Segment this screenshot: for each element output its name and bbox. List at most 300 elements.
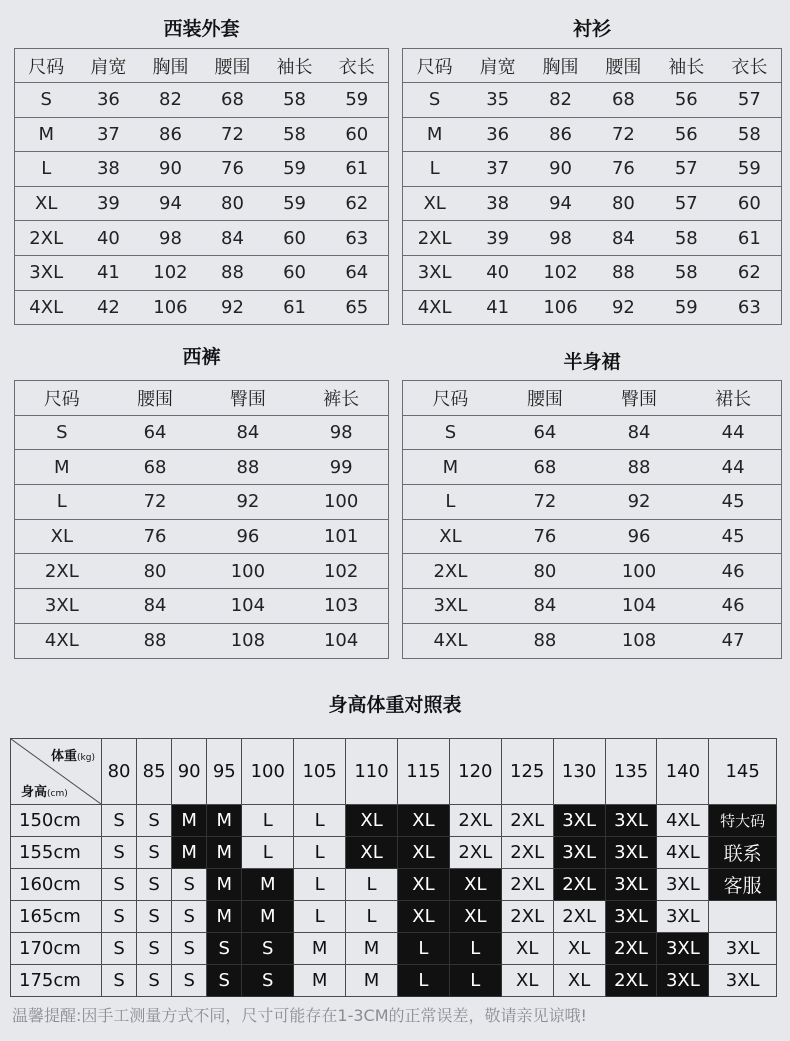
recommended-size-cell: XL <box>397 869 449 901</box>
recommended-size-cell: S <box>242 965 294 997</box>
measurement-cell: 46 <box>686 554 780 589</box>
pants-size-table <box>14 380 389 659</box>
shirt-size-table <box>402 48 782 325</box>
jacket-title: 西装外套 <box>163 18 240 40</box>
measurement-cell: 84 <box>201 415 294 450</box>
measurement-cell: 61 <box>326 152 389 187</box>
recommended-size-cell: M <box>346 965 398 997</box>
shirt-title: 衬衫 <box>572 18 611 40</box>
recommended-size-cell: 3XL <box>605 805 657 837</box>
weight-header: 100 <box>242 739 294 805</box>
measurement-cell: 59 <box>718 152 782 187</box>
size-cell: M <box>403 117 467 152</box>
recommended-size-cell: L <box>294 805 346 837</box>
recommended-size-cell: XL <box>449 901 501 933</box>
table-row <box>15 186 389 221</box>
measurement-cell: 72 <box>498 485 592 520</box>
measurement-cell: 58 <box>264 117 326 152</box>
measurement-cell: 46 <box>686 589 780 624</box>
size-cell: L <box>403 152 467 187</box>
jacket-size-table <box>14 48 389 325</box>
measurement-cell: 68 <box>201 83 263 118</box>
column-header: 袖长 <box>276 56 313 78</box>
header-row <box>403 49 782 83</box>
measurement-cell: 44 <box>686 450 780 485</box>
size-cell: 2XL <box>403 554 498 589</box>
measurement-cell: 59 <box>264 152 326 187</box>
measurement-cell: 59 <box>264 186 326 221</box>
table-row <box>403 415 782 450</box>
measurement-cell: 86 <box>529 117 592 152</box>
measurement-cell <box>780 415 781 450</box>
table-row <box>15 83 389 118</box>
table-row <box>15 623 389 658</box>
measurement-cell: 45 <box>686 485 780 520</box>
recommended-size-cell: 2XL <box>501 805 553 837</box>
column-header: 腰围 <box>214 56 251 78</box>
measurement-cell: 82 <box>529 83 592 118</box>
size-cell: L <box>15 152 78 187</box>
weight-header: 85 <box>137 739 172 805</box>
recommended-size-cell: 联系 <box>709 837 777 869</box>
height-row <box>11 901 777 933</box>
measurement-cell: 108 <box>592 623 686 658</box>
measurement-cell: 84 <box>592 415 686 450</box>
column-header <box>780 381 781 416</box>
table-row <box>403 519 782 554</box>
measurement-cell <box>780 519 781 554</box>
table-row <box>15 485 389 520</box>
recommended-size-cell: XL <box>501 933 553 965</box>
recommended-size-cell: S <box>137 805 172 837</box>
measurement-cell: 56 <box>655 83 718 118</box>
measurement-cell: 72 <box>201 117 263 152</box>
measurement-cell: 88 <box>201 450 294 485</box>
recommended-size-cell: S <box>102 901 137 933</box>
column-header: 臀围 <box>229 388 266 410</box>
measurement-cell: 36 <box>77 83 139 118</box>
size-cell: 4XL <box>403 290 467 325</box>
recommended-size-cell: S <box>102 933 137 965</box>
column-header: 衣长 <box>338 56 375 78</box>
recommended-size-cell: XL <box>501 965 553 997</box>
recommended-size-cell: S <box>207 933 242 965</box>
measurement-cell: 84 <box>498 589 592 624</box>
size-cell: M <box>15 450 109 485</box>
measurement-cell: 64 <box>326 255 389 290</box>
measurement-cell: 88 <box>592 255 655 290</box>
table-row <box>403 554 782 589</box>
measurement-cell: 63 <box>326 221 389 256</box>
measurement-cell: 56 <box>655 117 718 152</box>
column-header: 肩宽 <box>90 56 127 78</box>
column-header: 尺码 <box>43 388 80 410</box>
measurement-cell: 60 <box>718 186 782 221</box>
measurement-cell: 84 <box>109 589 202 624</box>
measurement-cell: 57 <box>655 152 718 187</box>
footer-note: 温馨提醒:因手工测量方式不同，尺寸可能存在1-3CM的正常误差，敬请亲见谅哦! <box>12 1006 587 1025</box>
measurement-cell: 76 <box>201 152 263 187</box>
measurement-cell: 100 <box>592 554 686 589</box>
column-header: 尺码 <box>416 56 453 78</box>
measurement-cell: 108 <box>201 623 294 658</box>
recommended-size-cell: S <box>102 837 137 869</box>
size-cell: 3XL <box>403 589 498 624</box>
recommended-size-cell: M <box>207 837 242 869</box>
skirt-title: 半身裙 <box>563 351 621 373</box>
recommended-size-cell: M <box>346 933 398 965</box>
measurement-cell: 64 <box>109 415 202 450</box>
recommended-size-cell <box>709 901 777 933</box>
recommended-size-cell: XL <box>449 869 501 901</box>
column-header: 臀围 <box>621 388 658 410</box>
size-cell: 3XL <box>403 255 467 290</box>
measurement-cell: 36 <box>466 117 529 152</box>
measurement-cell: 104 <box>592 589 686 624</box>
weight-header: 130 <box>553 739 605 805</box>
measurement-cell: 72 <box>109 485 202 520</box>
recommended-size-cell: XL <box>553 933 605 965</box>
size-cell: S <box>15 83 78 118</box>
recommended-size-cell: L <box>294 869 346 901</box>
recommended-size-cell: 4XL <box>657 837 709 869</box>
recommended-size-cell: 3XL <box>605 837 657 869</box>
measurement-cell: 38 <box>466 186 529 221</box>
measurement-cell <box>780 485 781 520</box>
recommended-size-cell: S <box>172 901 207 933</box>
measurement-cell: 65 <box>326 290 389 325</box>
measurement-cell: 38 <box>77 152 139 187</box>
column-header: 胸围 <box>542 56 579 78</box>
weight-header: 95 <box>207 739 242 805</box>
measurement-cell: 41 <box>77 255 139 290</box>
size-cell: XL <box>15 519 109 554</box>
height-weight-table <box>10 738 777 997</box>
table-row <box>403 255 782 290</box>
measurement-cell: 92 <box>201 485 294 520</box>
height-row <box>11 965 777 997</box>
measurement-cell: 100 <box>294 485 388 520</box>
recommended-size-cell: 3XL <box>553 837 605 869</box>
recommended-size-cell: 3XL <box>605 869 657 901</box>
measurement-cell: 76 <box>109 519 202 554</box>
measurement-cell: 92 <box>592 290 655 325</box>
measurement-cell: 62 <box>326 186 389 221</box>
column-header: 衣长 <box>731 56 768 78</box>
measurement-cell: 58 <box>718 117 782 152</box>
measurement-cell: 68 <box>592 83 655 118</box>
measurement-cell: 39 <box>77 186 139 221</box>
recommended-size-cell: L <box>449 933 501 965</box>
column-header: 肩宽 <box>479 56 516 78</box>
size-cell: 3XL <box>15 255 78 290</box>
column-header: 胸围 <box>152 56 189 78</box>
weight-header: 145 <box>709 739 777 805</box>
recommended-size-cell: L <box>242 837 294 869</box>
table-row <box>403 152 782 187</box>
recommended-size-cell: S <box>137 901 172 933</box>
recommended-size-cell: S <box>137 837 172 869</box>
height-label: 160cm <box>11 869 102 901</box>
measurement-cell: 60 <box>264 221 326 256</box>
table-row <box>15 519 389 554</box>
weight-header: 120 <box>449 739 501 805</box>
height-row <box>11 869 777 901</box>
recommended-size-cell: 2XL <box>553 869 605 901</box>
size-cell: 2XL <box>403 221 467 256</box>
corner-height-label: 身高(cm) <box>21 785 68 800</box>
table-row <box>403 83 782 118</box>
measurement-cell: 102 <box>139 255 201 290</box>
height-label: 165cm <box>11 901 102 933</box>
height-weight-title: 身高体重对照表 <box>328 694 462 716</box>
recommended-size-cell: XL <box>397 805 449 837</box>
recommended-size-cell: S <box>172 965 207 997</box>
size-cell: M <box>403 450 498 485</box>
recommended-size-cell: 客服 <box>709 869 777 901</box>
recommended-size-cell: 3XL <box>709 965 777 997</box>
measurement-cell: 94 <box>529 186 592 221</box>
measurement-cell: 103 <box>294 589 388 624</box>
weight-header: 140 <box>657 739 709 805</box>
table-row <box>15 152 389 187</box>
measurement-cell: 88 <box>498 623 592 658</box>
size-cell: XL <box>403 519 498 554</box>
measurement-cell: 82 <box>139 83 201 118</box>
recommended-size-cell: 2XL <box>449 837 501 869</box>
size-cell: M <box>15 117 78 152</box>
height-row <box>11 933 777 965</box>
size-cell: 4XL <box>403 623 498 658</box>
recommended-size-cell: M <box>207 805 242 837</box>
measurement-cell: 92 <box>592 485 686 520</box>
size-cell: S <box>403 415 498 450</box>
measurement-cell: 59 <box>655 290 718 325</box>
table-row <box>403 589 782 624</box>
height-label: 175cm <box>11 965 102 997</box>
size-cell: XL <box>403 186 467 221</box>
header-row <box>15 49 389 83</box>
measurement-cell: 58 <box>264 83 326 118</box>
measurement-cell: 64 <box>498 415 592 450</box>
measurement-cell: 60 <box>264 255 326 290</box>
header-row <box>15 381 389 416</box>
table-row <box>15 221 389 256</box>
size-cell: 2XL <box>15 554 109 589</box>
table-row <box>15 117 389 152</box>
measurement-cell: 72 <box>592 117 655 152</box>
recommended-size-cell: XL <box>397 901 449 933</box>
measurement-cell <box>780 450 781 485</box>
measurement-cell: 98 <box>294 415 388 450</box>
table-row <box>15 290 389 325</box>
measurement-cell: 59 <box>326 83 389 118</box>
measurement-cell: 80 <box>498 554 592 589</box>
measurement-cell: 35 <box>466 83 529 118</box>
recommended-size-cell: 4XL <box>657 805 709 837</box>
measurement-cell: 88 <box>592 450 686 485</box>
size-cell: 2XL <box>15 221 78 256</box>
recommended-size-cell: XL <box>553 965 605 997</box>
table-row <box>403 221 782 256</box>
column-header: 尺码 <box>28 56 65 78</box>
size-cell: L <box>15 485 109 520</box>
recommended-size-cell: 特大码 <box>709 805 777 837</box>
table-row <box>403 290 782 325</box>
measurement-cell: 61 <box>264 290 326 325</box>
weight-header: 115 <box>397 739 449 805</box>
table-row <box>403 450 782 485</box>
column-header: 裤长 <box>323 388 360 410</box>
column-header: 袖长 <box>668 56 705 78</box>
recommended-size-cell: M <box>294 933 346 965</box>
recommended-size-cell: 2XL <box>501 869 553 901</box>
recommended-size-cell: 2XL <box>605 965 657 997</box>
table-row <box>403 117 782 152</box>
measurement-cell: 58 <box>655 255 718 290</box>
measurement-cell: 101 <box>294 519 388 554</box>
recommended-size-cell: S <box>137 933 172 965</box>
recommended-size-cell: L <box>346 869 398 901</box>
weight-header: 80 <box>102 739 137 805</box>
measurement-cell: 60 <box>326 117 389 152</box>
size-cell: L <box>403 485 498 520</box>
measurement-cell: 102 <box>294 554 388 589</box>
recommended-size-cell: 3XL <box>657 965 709 997</box>
table-row <box>15 255 389 290</box>
recommended-size-cell: M <box>172 837 207 869</box>
recommended-size-cell: 3XL <box>709 933 777 965</box>
measurement-cell: 47 <box>686 623 780 658</box>
recommended-size-cell: 3XL <box>657 901 709 933</box>
measurement-cell: 44 <box>686 415 780 450</box>
measurement-cell <box>780 554 781 589</box>
corner-cell <box>11 739 102 805</box>
measurement-cell: 88 <box>109 623 202 658</box>
measurement-cell: 96 <box>201 519 294 554</box>
recommended-size-cell: L <box>294 837 346 869</box>
recommended-size-cell: L <box>346 901 398 933</box>
measurement-cell: 62 <box>718 255 782 290</box>
measurement-cell: 40 <box>466 255 529 290</box>
table-row <box>15 589 389 624</box>
measurement-cell: 68 <box>109 450 202 485</box>
recommended-size-cell: S <box>172 933 207 965</box>
measurement-cell: 84 <box>201 221 263 256</box>
table-row <box>403 485 782 520</box>
height-label: 170cm <box>11 933 102 965</box>
measurement-cell: 86 <box>139 117 201 152</box>
recommended-size-cell: S <box>102 805 137 837</box>
recommended-size-cell: 2XL <box>449 805 501 837</box>
table-row <box>15 554 389 589</box>
recommended-size-cell: 2XL <box>501 901 553 933</box>
size-cell: S <box>15 415 109 450</box>
measurement-cell: 57 <box>718 83 782 118</box>
weight-header: 105 <box>294 739 346 805</box>
measurement-cell: 80 <box>201 186 263 221</box>
recommended-size-cell: L <box>397 965 449 997</box>
recommended-size-cell: M <box>172 805 207 837</box>
size-cell: 4XL <box>15 290 78 325</box>
measurement-cell: 99 <box>294 450 388 485</box>
recommended-size-cell: S <box>137 965 172 997</box>
weight-header: 110 <box>346 739 398 805</box>
measurement-cell: 42 <box>77 290 139 325</box>
measurement-cell: 40 <box>77 221 139 256</box>
table-row <box>15 415 389 450</box>
weight-header: 90 <box>172 739 207 805</box>
measurement-cell: 96 <box>592 519 686 554</box>
measurement-cell: 88 <box>201 255 263 290</box>
column-header: 腰围 <box>526 388 563 410</box>
recommended-size-cell: XL <box>346 837 398 869</box>
size-cell: XL <box>15 186 78 221</box>
recommended-size-cell: M <box>207 901 242 933</box>
measurement-cell <box>780 623 781 658</box>
measurement-cell: 90 <box>529 152 592 187</box>
skirt-size-table <box>402 380 782 659</box>
measurement-cell: 58 <box>655 221 718 256</box>
weight-header: 125 <box>501 739 553 805</box>
recommended-size-cell: M <box>294 965 346 997</box>
measurement-cell: 100 <box>201 554 294 589</box>
measurement-cell: 98 <box>529 221 592 256</box>
header-row <box>403 381 782 416</box>
recommended-size-cell: S <box>102 869 137 901</box>
measurement-cell: 37 <box>466 152 529 187</box>
weight-header: 135 <box>605 739 657 805</box>
recommended-size-cell: 2XL <box>501 837 553 869</box>
measurement-cell: 84 <box>592 221 655 256</box>
measurement-cell: 37 <box>77 117 139 152</box>
recommended-size-cell: XL <box>397 837 449 869</box>
recommended-size-cell: S <box>207 965 242 997</box>
measurement-cell: 94 <box>139 186 201 221</box>
size-cell: 4XL <box>15 623 109 658</box>
measurement-cell: 76 <box>498 519 592 554</box>
recommended-size-cell: L <box>242 805 294 837</box>
measurement-cell: 57 <box>655 186 718 221</box>
column-header: 腰围 <box>137 388 174 410</box>
recommended-size-cell: 3XL <box>553 805 605 837</box>
table-row <box>403 186 782 221</box>
recommended-size-cell: 3XL <box>657 869 709 901</box>
recommended-size-cell: M <box>207 869 242 901</box>
size-cell: S <box>403 83 467 118</box>
recommended-size-cell: L <box>294 901 346 933</box>
recommended-size-cell: 3XL <box>657 933 709 965</box>
measurement-cell: 39 <box>466 221 529 256</box>
column-header: 裙长 <box>715 388 752 410</box>
table-row <box>15 450 389 485</box>
table-row <box>403 623 782 658</box>
recommended-size-cell: 2XL <box>605 933 657 965</box>
recommended-size-cell: 2XL <box>553 901 605 933</box>
recommended-size-cell: L <box>449 965 501 997</box>
measurement-cell: 80 <box>109 554 202 589</box>
height-row <box>11 805 777 837</box>
column-header: 腰围 <box>605 56 642 78</box>
measurement-cell: 98 <box>139 221 201 256</box>
measurement-cell: 41 <box>466 290 529 325</box>
recommended-size-cell: L <box>397 933 449 965</box>
pants-title: 西裤 <box>182 346 221 368</box>
measurement-cell: 102 <box>529 255 592 290</box>
measurement-cell: 80 <box>592 186 655 221</box>
measurement-cell: 76 <box>592 152 655 187</box>
recommended-size-cell: S <box>102 965 137 997</box>
